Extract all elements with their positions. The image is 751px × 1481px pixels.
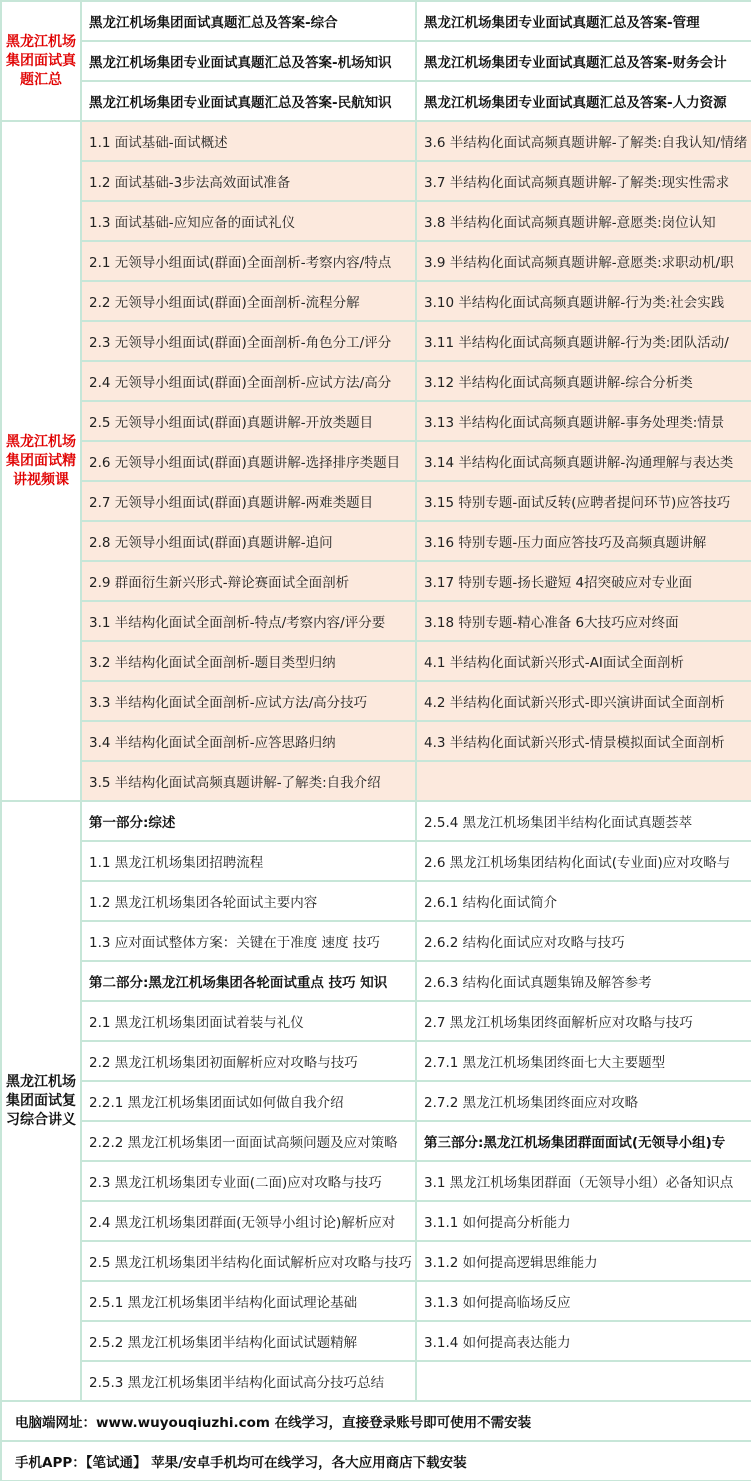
section2-item[interactable]: 2.5 无领导小组面试(群面)真题讲解-开放类题目 [81,401,416,441]
section2-row [1,481,751,521]
section3-row [1,1201,751,1241]
section3-item[interactable]: 2.6.3 结构化面试真题集锦及解答参考 [416,961,751,1001]
section2-row [1,441,751,481]
section2-item[interactable]: 3.6 半结构化面试高频真题讲解-了解类:自我认知/情绪 [416,121,751,161]
section3-row [1,1081,751,1121]
section3-item[interactable]: 2.5.4 黑龙江机场集团半结构化面试真题荟萃 [416,801,751,841]
section3-item[interactable]: 3.1.3 如何提高临场反应 [416,1281,751,1321]
section3-item[interactable]: 1.2 黑龙江机场集团各轮面试主要内容 [81,881,416,921]
section3-item[interactable]: 第三部分:黑龙江机场集团群面面试(无领导小组)专 [416,1121,751,1161]
footer-website-text: 电脑端网址：www.wuyouqiuzhi.com 在线学习，直接登录账号即可使用不需安装 [1,1401,751,1441]
section2-row [1,281,751,321]
section2-item[interactable]: 3.15 特别专题-面试反转(应聘者提问环节)应答技巧 [416,481,751,521]
section2-item[interactable]: 3.17 特别专题-扬长避短 4招突破应对专业面 [416,561,751,601]
section3-item[interactable]: 2.5.3 黑龙江机场集团半结构化面试高分技巧总结 [81,1361,416,1401]
section2-item[interactable]: 3.16 特别专题-压力面应答技巧及高频真题讲解 [416,521,751,561]
section3-row [1,841,751,881]
section2-item[interactable]: 2.3 无领导小组面试(群面)全面剖析-角色分工/评分 [81,321,416,361]
footer-row [1,1401,751,1441]
section3-item[interactable]: 第二部分:黑龙江机场集团各轮面试重点 技巧 知识 [81,961,416,1001]
section2-item[interactable]: 3.4 半结构化面试全面剖析-应答思路归纳 [81,721,416,761]
section2-item[interactable]: 3.18 特别专题-精心准备 6大技巧应对终面 [416,601,751,641]
section3-item[interactable]: 2.4 黑龙江机场集团群面(无领导小组讨论)解析应对 [81,1201,416,1241]
section3-item[interactable]: 2.7 黑龙江机场集团终面解析应对攻略与技巧 [416,1001,751,1041]
section1-row [1,41,751,81]
section2-item[interactable]: 3.14 半结构化面试高频真题讲解-沟通理解与表达类 [416,441,751,481]
section3-item[interactable]: 2.1 黑龙江机场集团面试着装与礼仪 [81,1001,416,1041]
section2-row [1,721,751,761]
section3-row [1,1241,751,1281]
section2-item[interactable]: 3.10 半结构化面试高频真题讲解-行为类:社会实践 [416,281,751,321]
section3-item[interactable]: 2.2.1 黑龙江机场集团面试如何做自我介绍 [81,1081,416,1121]
section3-row [1,1361,751,1401]
section3-item[interactable]: 2.5.2 黑龙江机场集团半结构化面试试题精解 [81,1321,416,1361]
section2-row [1,761,751,801]
section2-item[interactable]: 2.4 无领导小组面试(群面)全面剖析-应试方法/高分 [81,361,416,401]
section3-row [1,801,751,841]
section2-empty-cell [416,761,751,801]
section3-row [1,1121,751,1161]
section2-item[interactable]: 3.13 半结构化面试高频真题讲解-事务处理类:情景 [416,401,751,441]
section3-item[interactable]: 1.1 黑龙江机场集团招聘流程 [81,841,416,881]
section3-row [1,881,751,921]
section3-item[interactable]: 3.1.1 如何提高分析能力 [416,1201,751,1241]
section2-item[interactable]: 3.9 半结构化面试高频真题讲解-意愿类:求职动机/职 [416,241,751,281]
section2-item[interactable]: 3.11 半结构化面试高频真题讲解-行为类:团队活动/ [416,321,751,361]
section2-item[interactable]: 3.2 半结构化面试全面剖析-题目类型归纳 [81,641,416,681]
section2-item[interactable]: 3.5 半结构化面试高频真题讲解-了解类:自我介绍 [81,761,416,801]
section1-item[interactable]: 黑龙江机场集团专业面试真题汇总及答案-财务会计 [416,41,751,81]
section2-item[interactable]: 2.1 无领导小组面试(群面)全面剖析-考察内容/特点 [81,241,416,281]
section3-row [1,1161,751,1201]
footer-row [1,1441,751,1481]
section2-row [1,241,751,281]
section2-item[interactable]: 2.2 无领导小组面试(群面)全面剖析-流程分解 [81,281,416,321]
section3-item[interactable]: 2.2.2 黑龙江机场集团一面面试高频问题及应对策略 [81,1121,416,1161]
section1-row [1,1,751,41]
section1-item[interactable]: 黑龙江机场集团专业面试真题汇总及答案-管理 [416,1,751,41]
section3-item[interactable]: 2.7.2 黑龙江机场集团终面应对攻略 [416,1081,751,1121]
section2-row [1,321,751,361]
section3-item[interactable]: 2.2 黑龙江机场集团初面解析应对攻略与技巧 [81,1041,416,1081]
section3-row [1,1001,751,1041]
section3-item[interactable]: 1.3 应对面试整体方案：关键在于准度 速度 技巧 [81,921,416,961]
section3-item[interactable]: 3.1.4 如何提高表达能力 [416,1321,751,1361]
section2-item[interactable]: 4.3 半结构化面试新兴形式-情景模拟面试全面剖析 [416,721,751,761]
section2-row [1,521,751,561]
section3-item[interactable]: 2.6.1 结构化面试简介 [416,881,751,921]
section1-item[interactable]: 黑龙江机场集团专业面试真题汇总及答案-机场知识 [81,41,416,81]
course-table-body [1,1,751,1481]
section3-category-label: 黑龙江机场集团面试复习综合讲义 [1,801,81,1401]
section1-item[interactable]: 黑龙江机场集团专业面试真题汇总及答案-民航知识 [81,81,416,121]
section1-category-label: 黑龙江机场集团面试真题汇总 [1,1,81,121]
section3-item[interactable]: 2.3 黑龙江机场集团专业面(二面)应对攻略与技巧 [81,1161,416,1201]
section2-item[interactable]: 3.12 半结构化面试高频真题讲解-综合分析类 [416,361,751,401]
section2-item[interactable]: 2.6 无领导小组面试(群面)真题讲解-选择排序类题目 [81,441,416,481]
section3-item[interactable]: 2.6 黑龙江机场集团结构化面试(专业面)应对攻略与 [416,841,751,881]
section2-row [1,361,751,401]
section2-row [1,121,751,161]
section2-item[interactable]: 2.9 群面衍生新兴形式-辩论赛面试全面剖析 [81,561,416,601]
section3-row [1,1041,751,1081]
section2-item[interactable]: 4.2 半结构化面试新兴形式-即兴演讲面试全面剖析 [416,681,751,721]
section2-row [1,201,751,241]
section3-row [1,921,751,961]
section2-item[interactable]: 3.1 半结构化面试全面剖析-特点/考察内容/评分要 [81,601,416,641]
section2-item[interactable]: 3.3 半结构化面试全面剖析-应试方法/高分技巧 [81,681,416,721]
section2-row [1,561,751,601]
section2-item[interactable]: 1.2 面试基础-3步法高效面试准备 [81,161,416,201]
section2-row [1,641,751,681]
section3-row [1,961,751,1001]
section2-item[interactable]: 4.1 半结构化面试新兴形式-AI面试全面剖析 [416,641,751,681]
section3-empty-cell [416,1361,751,1401]
section2-item[interactable]: 2.8 无领导小组面试(群面)真题讲解-追问 [81,521,416,561]
section3-item[interactable]: 2.5.1 黑龙江机场集团半结构化面试理论基础 [81,1281,416,1321]
section3-item[interactable]: 2.6.2 结构化面试应对攻略与技巧 [416,921,751,961]
section3-item[interactable]: 2.5 黑龙江机场集团半结构化面试解析应对攻略与技巧 [81,1241,416,1281]
section1-row [1,81,751,121]
section3-row [1,1281,751,1321]
section2-category-label: 黑龙江机场集团面试精讲视频课 [1,121,81,801]
section2-item[interactable]: 3.8 半结构化面试高频真题讲解-意愿类:岗位认知 [416,201,751,241]
section3-row [1,1321,751,1361]
section2-item[interactable]: 3.7 半结构化面试高频真题讲解-了解类:现实性需求 [416,161,751,201]
section2-item[interactable]: 1.3 面试基础-应知应备的面试礼仪 [81,201,416,241]
section1-item[interactable]: 黑龙江机场集团专业面试真题汇总及答案-人力资源 [416,81,751,121]
section1-item[interactable]: 黑龙江机场集团面试真题汇总及答案-综合 [81,1,416,41]
section3-item[interactable]: 2.7.1 黑龙江机场集团终面七大主要题型 [416,1041,751,1081]
section2-row [1,681,751,721]
section3-item[interactable]: 3.1.2 如何提高逻辑思维能力 [416,1241,751,1281]
section3-item[interactable]: 第一部分:综述 [81,801,416,841]
section2-row [1,601,751,641]
section2-item[interactable]: 1.1 面试基础-面试概述 [81,121,416,161]
section2-row [1,161,751,201]
section3-item[interactable]: 3.1 黑龙江机场集团群面（无领导小组）必备知识点 [416,1161,751,1201]
section2-row [1,401,751,441]
footer-app-text: 手机APP：【笔试通】 苹果/安卓手机均可在线学习，各大应用商店下载安装 [1,1441,751,1481]
section2-item[interactable]: 2.7 无领导小组面试(群面)真题讲解-两难类题目 [81,481,416,521]
